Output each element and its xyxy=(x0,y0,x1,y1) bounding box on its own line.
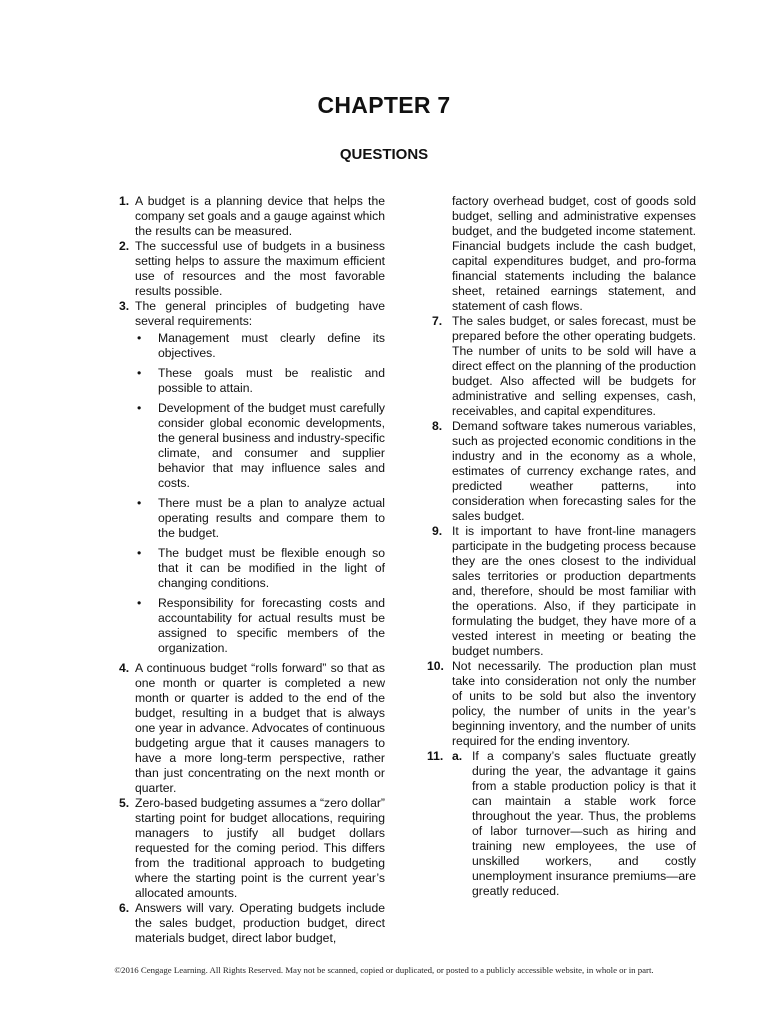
question-9 xyxy=(432,524,696,659)
copyright-footer: ©2016 Cengage Learning. All Rights Reserved. May not be scanned, copied or duplicated, or posted to a publicly accessible website, in whole or in part. xyxy=(114,965,654,975)
question-6-continuation: factory overhead budget, cost of goods sold budget, selling and administrative expenses budget, and the budgeted income statement. Financial budgets include the cash budget, capital expenditures budget, and pro-forma financial statements including the balance sheet, retained earnings statement, and statement of cash flows. xyxy=(452,194,696,313)
question-7 xyxy=(432,314,696,419)
question-text: A budget is a planning device that helps the company set goals and a gauge against which the results can be measured. xyxy=(135,194,386,238)
bullet-item: • Management must clearly define its objectives. xyxy=(135,331,385,361)
bullet-item: • The budget must be flexible enough so that it can be modified in the light of changing conditions. xyxy=(135,546,385,591)
question-number: 1. xyxy=(119,194,130,208)
question-text: Demand software takes numerous variables, such as projected economic conditions in the industry and in the economy as a whole, estimates of currency exchange rates, and predicted weather patterns, into consideration when forecasting sales for the sales budget. xyxy=(452,419,696,523)
question-6 xyxy=(121,901,385,946)
question-number: 9. xyxy=(432,524,443,538)
question-text: Not necessarily. The production plan must take into consideration not only the number of units to be sold but also the inventory policy, the number of units in the year’s beginning inventory, and the number of units required for the ending inventory. xyxy=(452,659,696,748)
question-text: Zero-based budgeting assumes a “zero dollar” starting point for budget allocations, requiring managers to justify all budget dollars requested for the coming period. This differs from the traditional approach to budgeting where the starting point is the current year’s allocated amounts. xyxy=(135,796,385,900)
question-number: 3. xyxy=(119,299,130,313)
question-10 xyxy=(427,659,696,749)
bullet-item: • Responsibility for forecasting costs and accountability for actual results must be assigned to specific members of the organization. xyxy=(135,596,385,656)
question-number: 5. xyxy=(119,796,130,810)
question-text: It is important to have front-line managers participate in the budgeting process because they are the ones closest to the individual sales territories or production departments and, therefore, should be most familiar with the operations. Also, if they participate in formulating the budget, they have more of a vested interest in meeting or beating the budget numbers. xyxy=(452,524,696,658)
left-column xyxy=(121,194,385,946)
question-number: 7. xyxy=(432,314,443,328)
question-2 xyxy=(121,239,385,299)
bullet-item: • Development of the budget must carefully consider global economic developments, the general business and industry-specific climate, and consumer and supplier behavior that may influence sales and costs. xyxy=(135,401,385,491)
question-text: The general principles of budgeting have several requirements: xyxy=(135,299,385,328)
question-5 xyxy=(121,796,385,901)
question-text: The successful use of budgets in a business setting helps to assure the maximum efficient use of resources and the most favorable results possible. xyxy=(135,239,385,298)
question-number: 10. xyxy=(427,659,444,673)
question-11 xyxy=(427,749,696,899)
question-text: The sales budget, or sales forecast, must be prepared before the other operating budgets. The number of units to be sold will have a direct effect on the planning of the production budget. Also affected will be budgets for administrative and selling expenses, cash, receivables, and capital expenditures. xyxy=(452,314,696,418)
question-3 xyxy=(121,299,385,656)
question-number: 6. xyxy=(119,901,130,915)
section-title: QUESTIONS xyxy=(339,146,429,163)
question-8 xyxy=(432,419,696,524)
question-sub-label: a. xyxy=(452,749,463,763)
question-text: If a company’s sales fluctuate greatly during the year, the advantage it gains from a stable production policy is that it can maintain a stable work force throughout the year. Thus, the problems of labor turnover—such as hiring and training new employees, the use of unskilled workers, and costly unemployment insurance premiums—are greatly reduced. xyxy=(472,749,696,898)
question-number: 4. xyxy=(119,661,130,675)
bullet-item: • These goals must be realistic and possible to attain. xyxy=(135,366,385,396)
right-column xyxy=(427,194,696,899)
question-number: 8. xyxy=(432,419,443,433)
question-number: 11. xyxy=(427,749,444,763)
question-text: Answers will vary. Operating budgets include the sales budget, production budget, direct materials budget, direct labor budget, xyxy=(135,901,385,945)
question-text: A continuous budget “rolls forward” so that as one month or quarter is completed a new month or quarter is added to the end of the budget, resulting in a budget that is always one year in advance. Advocates of continuous budgeting argue that it causes managers to have a more long-term perspective, rather than just concentrating on the next month or quarter. xyxy=(135,661,385,795)
question-number: 2. xyxy=(119,239,130,253)
question-1 xyxy=(121,194,385,239)
question-4 xyxy=(121,661,385,796)
bullet-list xyxy=(135,331,385,656)
chapter-title: CHAPTER 7 xyxy=(317,92,451,118)
bullet-item: • There must be a plan to analyze actual operating results and compare them to the budget. xyxy=(135,496,385,541)
